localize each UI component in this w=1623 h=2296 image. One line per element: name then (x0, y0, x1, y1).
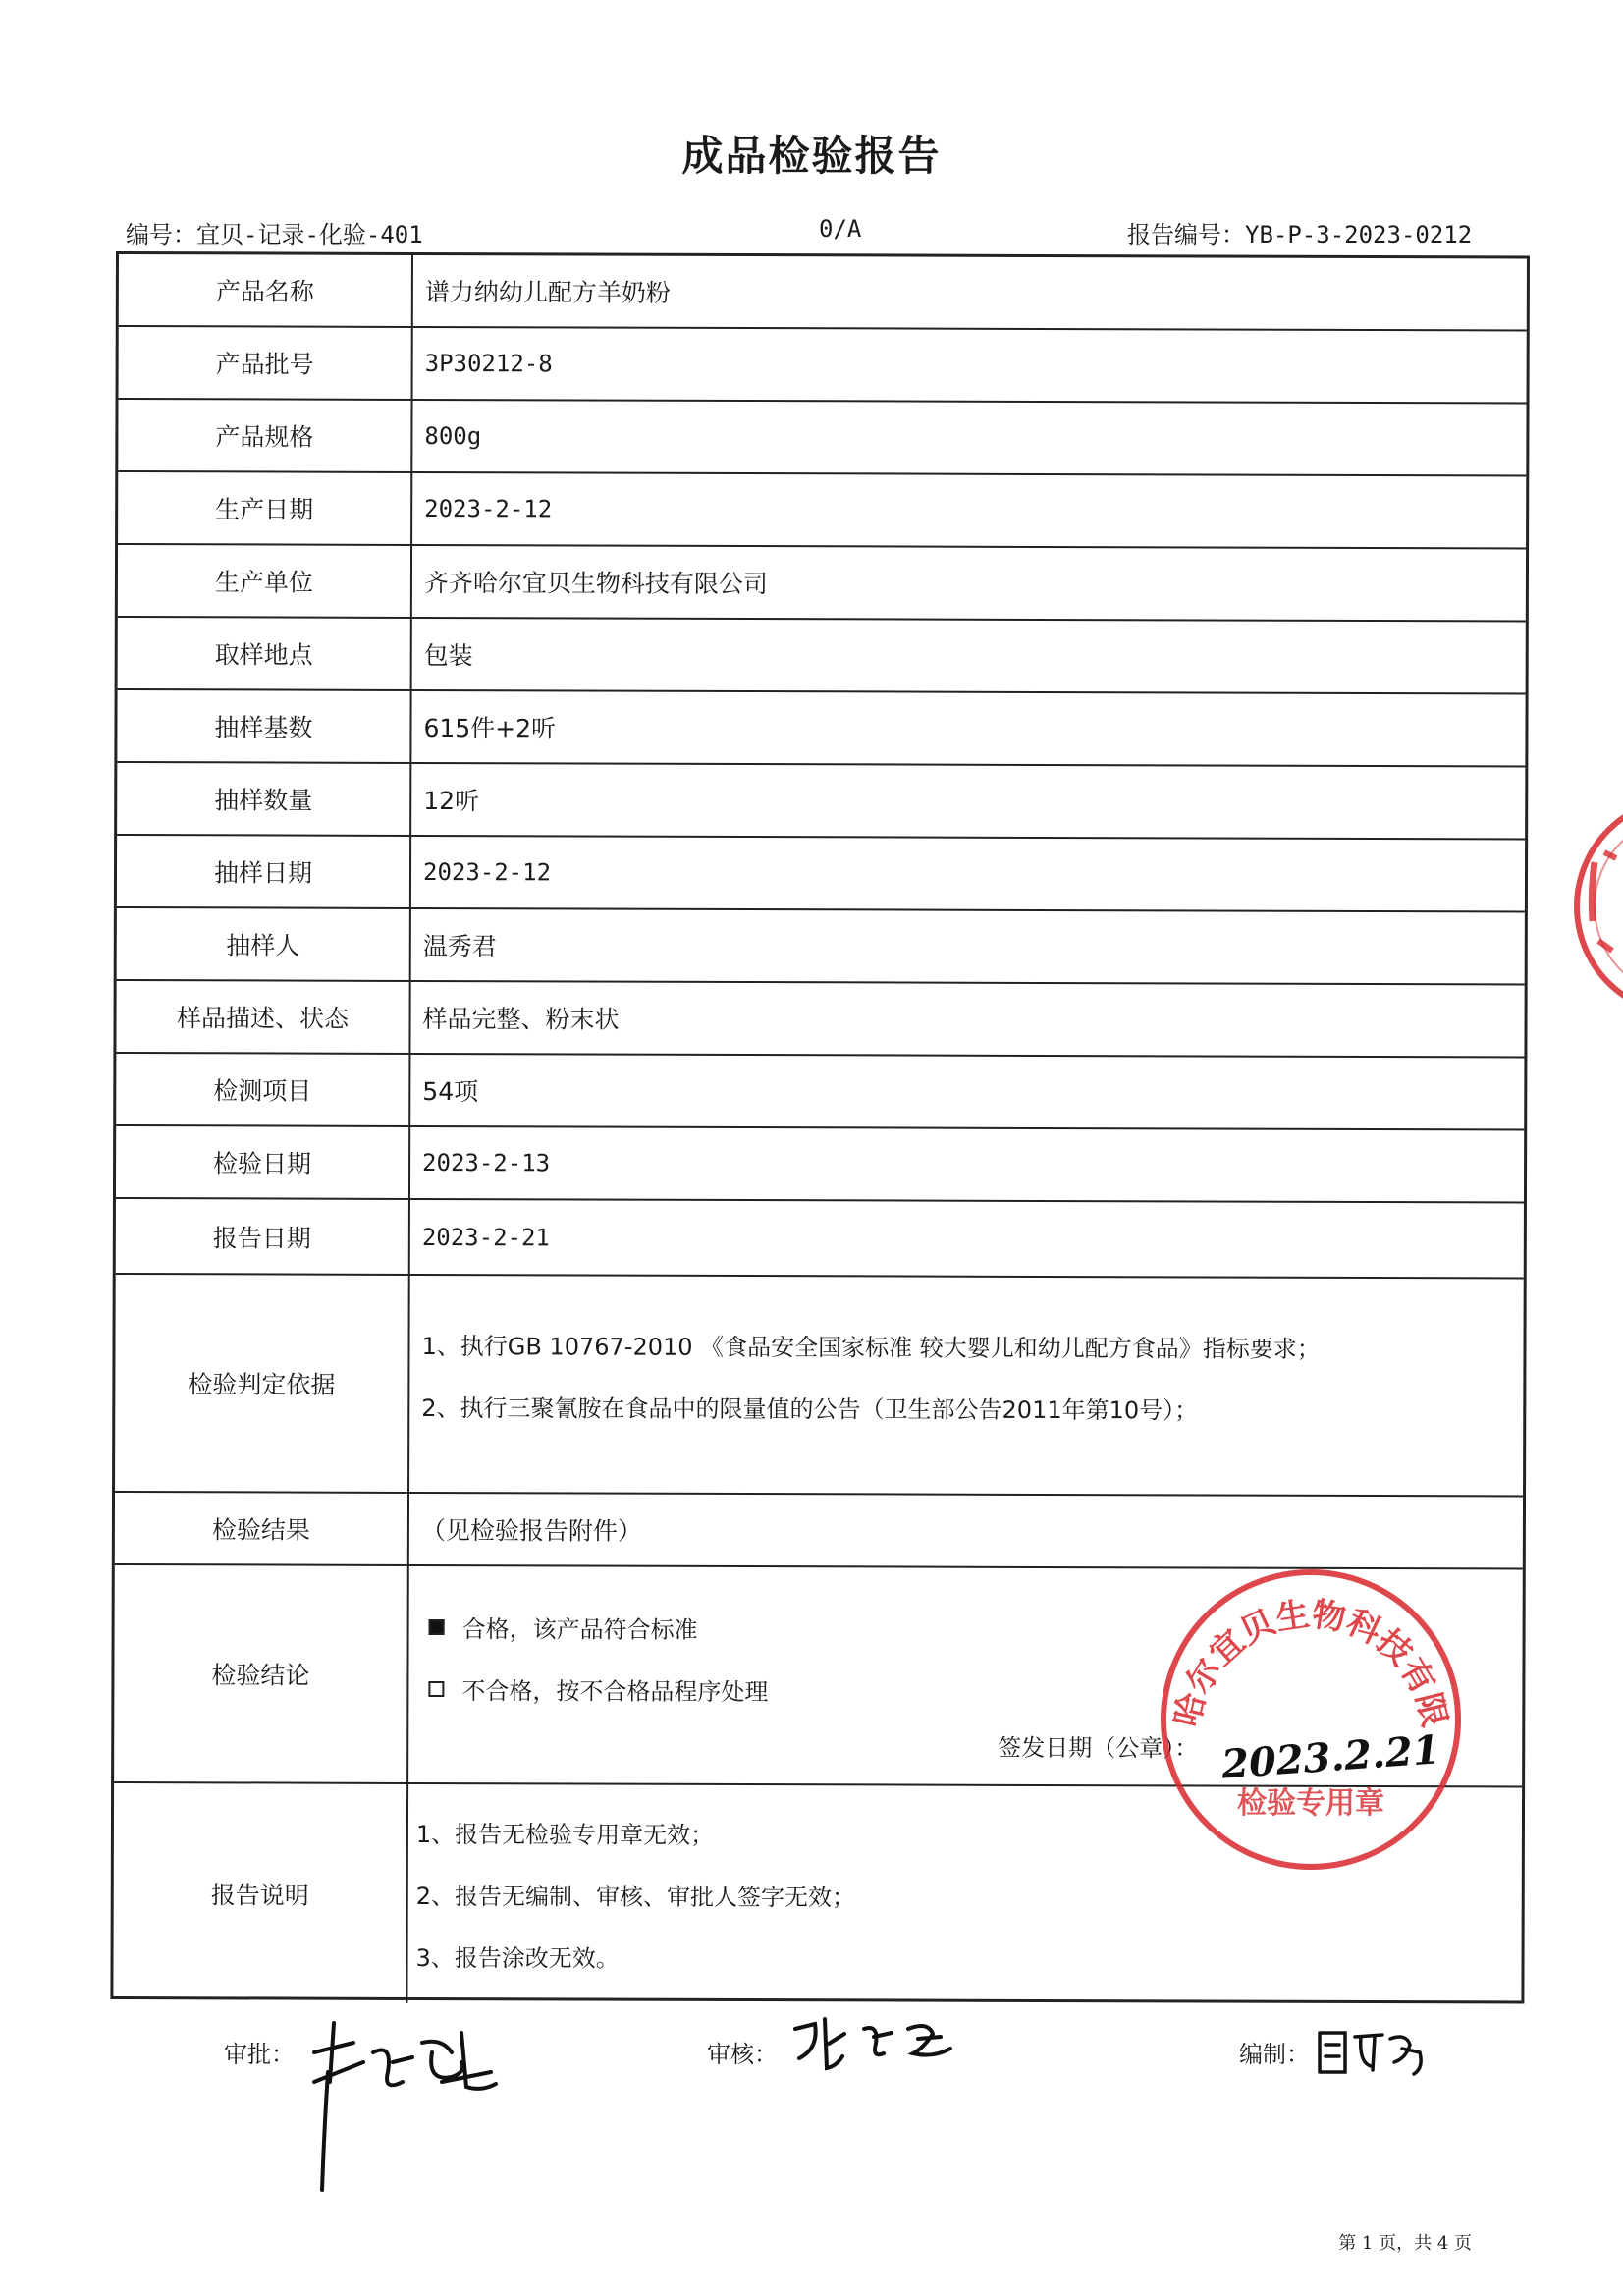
row-value: 齐齐哈尔宜贝生物科技有限公司 (423, 568, 769, 599)
note-line: 1、报告无检验专用章无效； (415, 1820, 715, 1849)
row-value: 800g (424, 421, 482, 451)
row-value: 样品完整、粉末状 (422, 1004, 620, 1034)
record-number: 编号：宜贝-记录-化验-401 (126, 221, 423, 248)
unchecked-box-icon (428, 1681, 444, 1697)
report-title: 成品检验报告 (681, 132, 942, 180)
row-value: 2023-2-12 (424, 494, 553, 523)
option-label: 合格，该产品符合标准 (461, 1615, 698, 1644)
row-value: 2023-2-13 (422, 1148, 551, 1177)
row-value: 3P30212-8 (424, 349, 553, 378)
notes-label: 报告说明 (113, 1783, 408, 2003)
table-row (116, 1199, 1524, 1280)
approver-signature (295, 2013, 511, 2210)
table-row (118, 400, 1526, 477)
row-label: 生产单位 (118, 545, 412, 617)
table-row (118, 618, 1526, 695)
row-label: 产品批号 (119, 327, 413, 399)
reviewer-signature (785, 2009, 972, 2088)
review-label: 审核： (707, 2041, 778, 2068)
row-label: 检测项目 (116, 1054, 410, 1125)
row-label: 报告日期 (116, 1199, 410, 1274)
table-row (119, 254, 1527, 332)
row-value: 温秀君 (422, 931, 497, 961)
row-label: 产品名称 (119, 254, 413, 326)
table-row (117, 836, 1525, 913)
edge-stamp-icon (1547, 793, 1623, 1019)
table-row (118, 545, 1526, 623)
compiler-signature (1312, 2023, 1430, 2082)
row-label: 抽样基数 (117, 690, 411, 762)
row-label: 取样地点 (118, 618, 412, 689)
table-row (117, 908, 1525, 986)
conclusion-option-pass (429, 1610, 698, 1645)
row-value: 12听 (423, 786, 480, 816)
row-label: 抽样日期 (117, 836, 411, 907)
row-value: 615件+2听 (423, 713, 557, 743)
note-line: 3、报告涂改无效。 (415, 1943, 620, 1973)
basis-line: 1、执行GB 10767-2010 《食品安全国家标准 较大婴儿和幼儿配方食品》指标要求； (421, 1332, 1321, 1363)
sign-date-label: 签发日期（公章）： (998, 1733, 1199, 1763)
result-label: 检验结果 (115, 1493, 409, 1564)
version-code: 0/A (819, 215, 862, 243)
basis-content (409, 1276, 1524, 1496)
table-row (116, 981, 1524, 1059)
row-label: 产品规格 (118, 400, 412, 471)
approve-label: 审批： (224, 2041, 295, 2068)
row-value: 包装 (423, 640, 473, 671)
conclusion-label: 检验结论 (114, 1565, 409, 1782)
row-label: 生产日期 (118, 472, 412, 544)
conclusion-option-fail (428, 1671, 768, 1707)
row-label: 抽样人 (117, 908, 411, 980)
row-value: 2023-2-21 (421, 1223, 550, 1251)
row-value: 54项 (422, 1076, 479, 1107)
page-number: 第 1 页，共 4 页 (1338, 2233, 1472, 2254)
handwritten-sign-date (1217, 1726, 1442, 1788)
row-value: 2023-2-12 (422, 857, 552, 887)
basis-line: 2、执行三聚氰胺在食品中的限量值的公告（卫生部公告2011年第10号）； (421, 1394, 1199, 1425)
table-row (119, 327, 1527, 405)
checked-box-icon (429, 1619, 445, 1635)
row-value: 谱力纳幼儿配方羊奶粉 (424, 277, 671, 307)
compile-label: 编制： (1239, 2041, 1310, 2068)
option-label: 不合格，按不合格品程序处理 (461, 1677, 769, 1707)
stamp-ring-text: 齐齐哈尔宜贝生物科技有限公司 (1132, 1527, 1454, 1731)
table-row (116, 1126, 1524, 1204)
note-line: 2、报告无编制、审核、审批人签字无效； (415, 1882, 856, 1912)
table-row (118, 472, 1526, 550)
row-label: 样品描述、状态 (116, 981, 410, 1053)
inspection-stamp (1132, 1527, 1473, 1882)
table-row (117, 763, 1525, 841)
handwritten-date-text: 2023.2.21 (1219, 1726, 1442, 1788)
report-number: 报告编号：YB-P-3-2023-0212 (1127, 221, 1473, 248)
stamp-center-text: 检验专用章 (1237, 1786, 1384, 1821)
table-row (116, 1054, 1524, 1131)
table-row (117, 690, 1525, 768)
row-label: 检验日期 (116, 1126, 410, 1198)
result-value: （见检验报告附件） (420, 1515, 642, 1546)
row-label: 抽样数量 (117, 763, 411, 835)
basis-row (115, 1275, 1524, 1498)
basis-label: 检验判定依据 (115, 1275, 410, 1492)
